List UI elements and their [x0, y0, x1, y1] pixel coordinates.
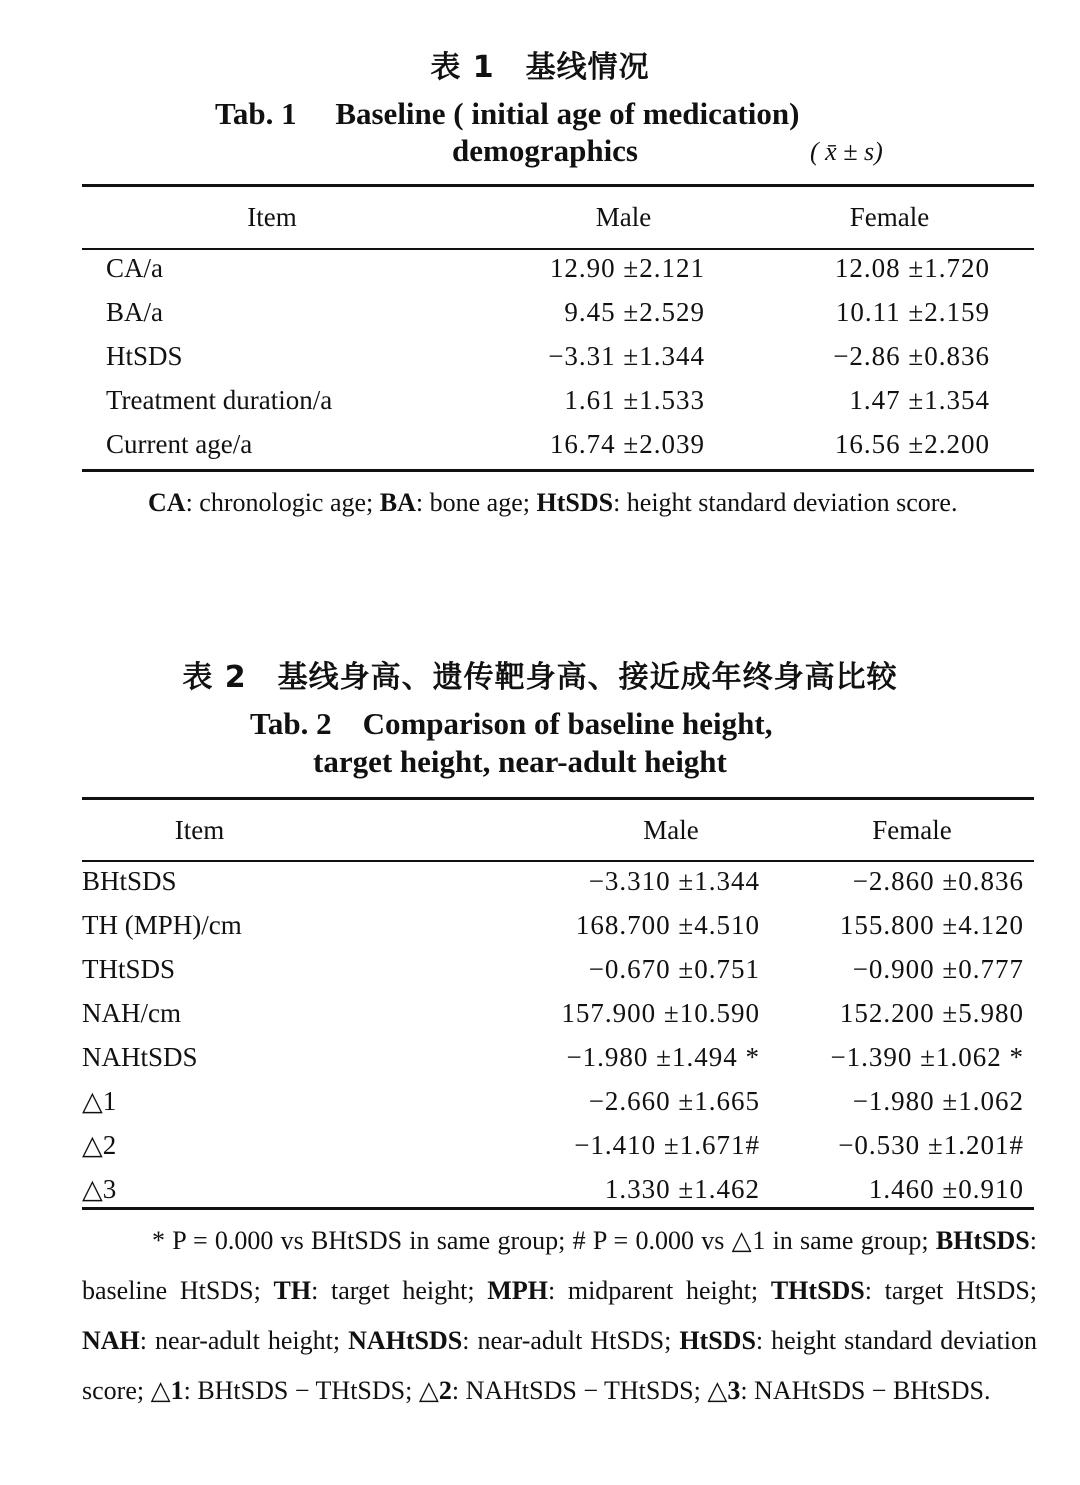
table-row — [82, 290, 1034, 334]
footnote-abbreviation: HtSDS — [679, 1326, 756, 1355]
table1-cell-item: HtSDS — [106, 340, 183, 371]
footnote-abbreviation: NAH — [82, 1326, 140, 1355]
table2-cell-item: △2 — [82, 1129, 117, 1160]
table-row — [82, 1035, 1034, 1079]
table1-cell-male: 16.74 ±2.039 — [549, 428, 705, 459]
table2-cell-item: △1 — [82, 1085, 117, 1116]
footnote-text: : target HtSDS; — [864, 1276, 1037, 1305]
footnote-text: : bone age; — [415, 488, 537, 517]
footnote-text: : height standard deviation score; — [82, 1326, 1037, 1405]
footnote-text: : NAHtSDS − THtSDS; — [451, 1376, 708, 1405]
table1-header-male: Male — [595, 201, 652, 232]
table-row — [82, 1167, 1034, 1211]
table1-cell-male: 1.61 ±1.533 — [564, 384, 705, 415]
footnote-text: : target height; — [311, 1276, 488, 1305]
table1-cell-item: CA/a — [106, 252, 163, 283]
table2-cell-female: 155.800 ±4.120 — [839, 909, 1024, 940]
table-row — [82, 246, 1034, 290]
table2-cell-male: 157.900 ±10.590 — [561, 997, 760, 1028]
footnote-abbreviation: NAHtSDS — [348, 1326, 463, 1355]
table1-title-en-line1: Tab. 1 Baseline ( initial age of medication) — [215, 96, 800, 131]
table1-cell-male: −3.31 ±1.344 — [548, 340, 705, 371]
footnote-abbreviation: △3 — [707, 1376, 741, 1405]
table2-header-item: Item — [174, 814, 225, 845]
footnote-abbreviation: BHtSDS — [935, 1226, 1030, 1255]
table1-cell-item: BA/a — [106, 296, 163, 327]
table2-header-female: Female — [872, 814, 952, 845]
footnote-abbreviation: BA — [379, 488, 416, 517]
table2-cell-female: 152.200 ±5.980 — [839, 997, 1024, 1028]
table2-cell-male: −1.980 ±1.494 * — [566, 1041, 760, 1072]
footnote-text: : BHtSDS − THtSDS; — [183, 1376, 419, 1405]
table1 — [82, 188, 1034, 466]
table2-cell-female: −2.860 ±0.836 — [852, 865, 1024, 896]
footnote-abbreviation: CA — [148, 488, 186, 517]
footnote-abbreviation: HtSDS — [536, 488, 614, 517]
table1-cell-item: Treatment duration/a — [106, 384, 333, 415]
table1-cell-female: −2.86 ±0.836 — [833, 340, 990, 371]
table-row — [82, 334, 1034, 378]
table1-cell-item: Current age/a — [106, 428, 253, 459]
table2-cell-female: −1.390 ±1.062 * — [830, 1041, 1024, 1072]
table1-bottom-rule — [82, 469, 1034, 472]
footnote-text: : chronologic age; — [185, 488, 380, 517]
footnote-text: : baseline HtSDS; — [82, 1226, 1037, 1305]
table2-cell-male: 168.700 ±4.510 — [575, 909, 760, 940]
table-row — [82, 991, 1034, 1035]
table2-title-en-line2: target height, near-adult height — [313, 744, 727, 779]
table-row — [82, 947, 1034, 991]
table2 — [82, 801, 1034, 1211]
footnote-text: * P = 0.000 vs BHtSDS in same group; # P = 0.000 vs △1 in same group; — [152, 1226, 936, 1255]
table1-header-item: Item — [247, 201, 297, 232]
table-row — [82, 1123, 1034, 1167]
table2-cell-item: NAH/cm — [82, 997, 181, 1028]
table1-title-en-line2: demographics — [452, 133, 638, 168]
table-row — [82, 422, 1034, 466]
table2-cell-male: 1.330 ±1.462 — [604, 1173, 760, 1204]
footnote-text: : near-adult HtSDS; — [462, 1326, 680, 1355]
table2-title-en-line1: Tab. 2 Comparison of baseline height, — [250, 706, 773, 741]
table2-title-cn: 表 2 基线身高、遗传靶身高、接近成年终身高比较 — [182, 660, 898, 695]
table1-top-rule — [82, 184, 1034, 187]
footnote-text: : near-adult height; — [139, 1326, 349, 1355]
table1-cell-male: 12.90 ±2.121 — [549, 252, 705, 283]
table1-cell-female: 10.11 ±2.159 — [835, 296, 990, 327]
table2-cell-item: THtSDS — [82, 953, 176, 984]
table-row — [82, 859, 1034, 903]
table1-cell-male: 9.45 ±2.529 — [564, 296, 705, 327]
table2-header-male: Male — [643, 814, 699, 845]
table2-cell-female: −0.900 ±0.777 — [852, 953, 1024, 984]
table1-unit: ( x̄ ± s) — [810, 137, 883, 166]
table2-cell-female: −1.980 ±1.062 — [852, 1085, 1024, 1116]
table2-top-rule — [82, 797, 1034, 800]
table1-cell-female: 16.56 ±2.200 — [834, 428, 990, 459]
table1-cell-female: 12.08 ±1.720 — [834, 252, 990, 283]
footnote-abbreviation: △2 — [418, 1376, 452, 1405]
table-row — [82, 1079, 1034, 1123]
table1-title-cn: 表 1 基线情况 — [430, 50, 650, 85]
footnote-text: : midparent height; — [547, 1276, 771, 1305]
footnote-text: : NAHtSDS − BHtSDS. — [740, 1376, 991, 1405]
footnote-abbreviation: MPH — [487, 1276, 548, 1305]
table2-header-row — [82, 801, 1034, 859]
table2-cell-female: 1.460 ±0.910 — [868, 1173, 1024, 1204]
footnote-abbreviation: △1 — [150, 1376, 184, 1405]
table2-cell-item: BHtSDS — [82, 865, 177, 896]
footnote-abbreviation: THtSDS — [770, 1276, 865, 1305]
table-row — [82, 378, 1034, 422]
table2-cell-male: −3.310 ±1.344 — [588, 865, 760, 896]
table2-cell-item: TH (MPH)/cm — [82, 909, 242, 940]
table2-cell-male: −1.410 ±1.671# — [574, 1129, 760, 1160]
table2-cell-female: −0.530 ±1.201# — [838, 1129, 1024, 1160]
table2-cell-male: −0.670 ±0.751 — [588, 953, 760, 984]
table2-cell-male: −2.660 ±1.665 — [588, 1085, 760, 1116]
table2-footnote — [82, 1216, 1037, 1416]
table1-cell-female: 1.47 ±1.354 — [849, 384, 990, 415]
table2-cell-item: NAHtSDS — [82, 1041, 198, 1072]
table-row — [82, 903, 1034, 947]
table1-header-row — [82, 188, 1034, 246]
footnote-text: : height standard deviation score. — [613, 488, 958, 517]
footnote-abbreviation: TH — [273, 1276, 312, 1305]
table1-header-female: Female — [849, 201, 930, 232]
table2-cell-item: △3 — [82, 1173, 117, 1204]
table1-footnote — [82, 478, 1034, 528]
